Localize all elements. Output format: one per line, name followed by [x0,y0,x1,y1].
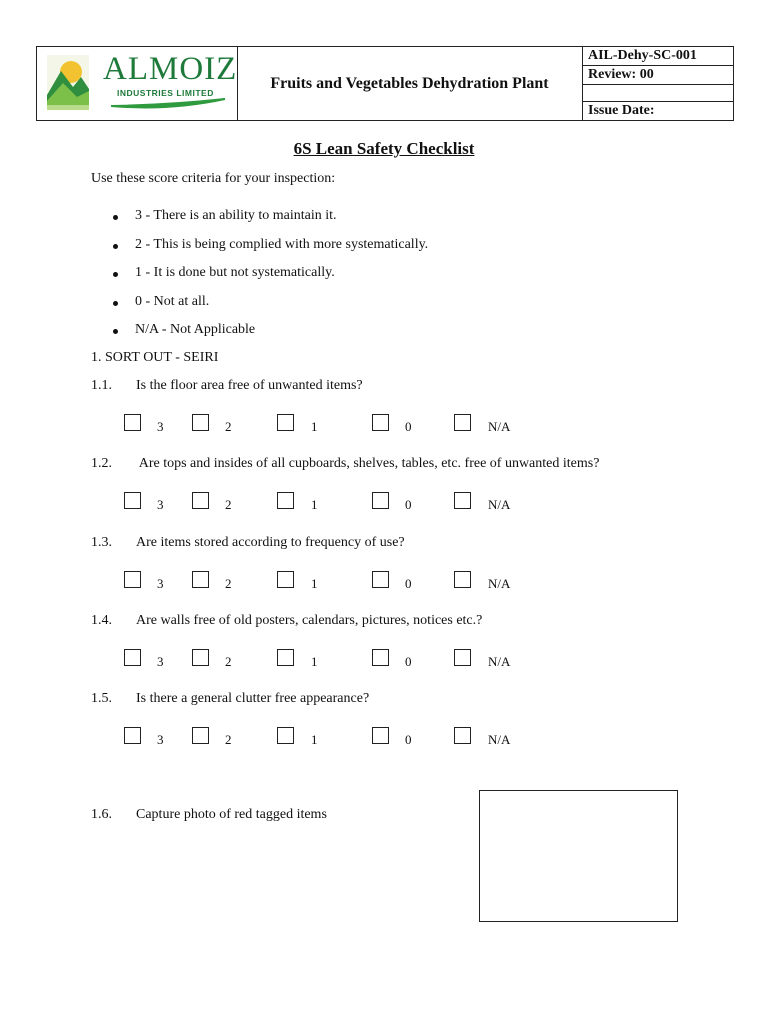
answer-options-1-5 [0,727,768,747]
checkbox[interactable] [124,571,141,588]
option-label: 0 [405,576,412,591]
question-number: 1.2. [91,456,112,471]
question-1-3 [91,535,405,551]
checkbox[interactable] [372,414,389,431]
answer-options-1-3 [0,571,768,591]
option-label: N/A [488,732,511,747]
checkbox[interactable] [454,414,471,431]
question-text: Capture photo of red tagged items [136,807,327,822]
checkbox[interactable] [454,571,471,588]
option-label: 1 [311,732,318,747]
document-code: AIL-Dehy-SC-001 [582,47,733,66]
answer-options-1-4 [0,649,768,669]
question-number: 1.3. [91,535,112,550]
checkbox[interactable] [124,414,141,431]
question-1-5 [91,691,369,707]
checkbox[interactable] [277,649,294,666]
question-text: Is the floor area free of unwanted items? [136,378,363,393]
option-label: 1 [311,576,318,591]
checkbox[interactable] [192,571,209,588]
checklist-title: 6S Lean Safety Checklist [293,139,475,158]
company-logo [37,47,238,120]
answer-options-1-1 [0,414,768,434]
option-label: 3 [157,419,164,434]
option-label: 2 [225,497,232,512]
brand-subtitle: INDUSTRIES LIMITED [117,88,214,98]
question-number: 1.1. [91,378,112,393]
checkbox[interactable] [124,727,141,744]
question-text: Is there a general clutter free appearance? [136,691,370,706]
checkbox[interactable] [454,727,471,744]
criteria-item: N/A - Not Applicable [113,322,428,351]
checkbox[interactable] [192,649,209,666]
question-1-6 [91,807,327,823]
photo-upload-area[interactable] [479,790,678,922]
option-label: N/A [488,419,511,434]
question-1-4 [91,613,482,629]
score-criteria-list [113,208,428,351]
checkbox[interactable] [192,727,209,744]
checkbox[interactable] [192,492,209,509]
checkbox[interactable] [277,414,294,431]
checkbox[interactable] [372,649,389,666]
checkbox[interactable] [372,571,389,588]
question-number: 1.6. [91,807,112,822]
option-label: 2 [225,732,232,747]
option-label: 0 [405,497,412,512]
plant-title: Fruits and Vegetables Dehydration Plant [237,47,583,120]
question-text: Are items stored according to frequency of use? [136,535,405,550]
question-1-1 [91,378,363,394]
option-label: 2 [225,654,232,669]
checkbox[interactable] [454,492,471,509]
option-label: 1 [311,654,318,669]
checkbox[interactable] [124,649,141,666]
section-heading: 1. SORT OUT - SEIRI [91,350,219,365]
criteria-item: 3 - There is an ability to maintain it. [113,208,428,237]
swoosh-icon [109,97,227,109]
checkbox[interactable] [372,492,389,509]
option-label: N/A [488,654,511,669]
checkbox[interactable] [277,727,294,744]
question-number: 1.5. [91,691,112,706]
option-label: N/A [488,576,511,591]
blank-meta-row [582,85,733,102]
checkbox[interactable] [277,571,294,588]
answer-options-1-2 [0,492,768,512]
criteria-item: 2 - This is being complied with more systematically. [113,237,428,266]
option-label: 1 [311,497,318,512]
checkbox[interactable] [454,649,471,666]
mountain-sun-logo-icon [47,55,89,110]
checkbox[interactable] [372,727,389,744]
option-label: 3 [157,576,164,591]
option-label: N/A [488,497,511,512]
checkbox[interactable] [277,492,294,509]
option-label: 3 [157,497,164,512]
brand-name: ALMOIZ [103,51,238,87]
checkbox[interactable] [192,414,209,431]
document-header [36,46,734,121]
intro-text: Use these score criteria for your inspection: [91,171,336,186]
option-label: 3 [157,654,164,669]
option-label: 1 [311,419,318,434]
question-text: Are walls free of old posters, calendars, pictures, notices etc.? [136,613,483,628]
option-label: 0 [405,654,412,669]
document-meta [582,47,733,120]
question-1-2 [91,456,599,472]
question-number: 1.4. [91,613,112,628]
issue-date: Issue Date: [588,103,655,118]
checkbox[interactable] [124,492,141,509]
option-label: 3 [157,732,164,747]
review-number: Review: 00 [582,66,733,85]
question-text: Are tops and insides of all cupboards, shelves, tables, etc. free of unwanted items? [136,456,600,471]
criteria-item: 0 - Not at all. [113,294,428,323]
criteria-item: 1 - It is done but not systematically. [113,265,428,294]
option-label: 2 [225,419,232,434]
option-label: 0 [405,732,412,747]
option-label: 2 [225,576,232,591]
option-label: 0 [405,419,412,434]
